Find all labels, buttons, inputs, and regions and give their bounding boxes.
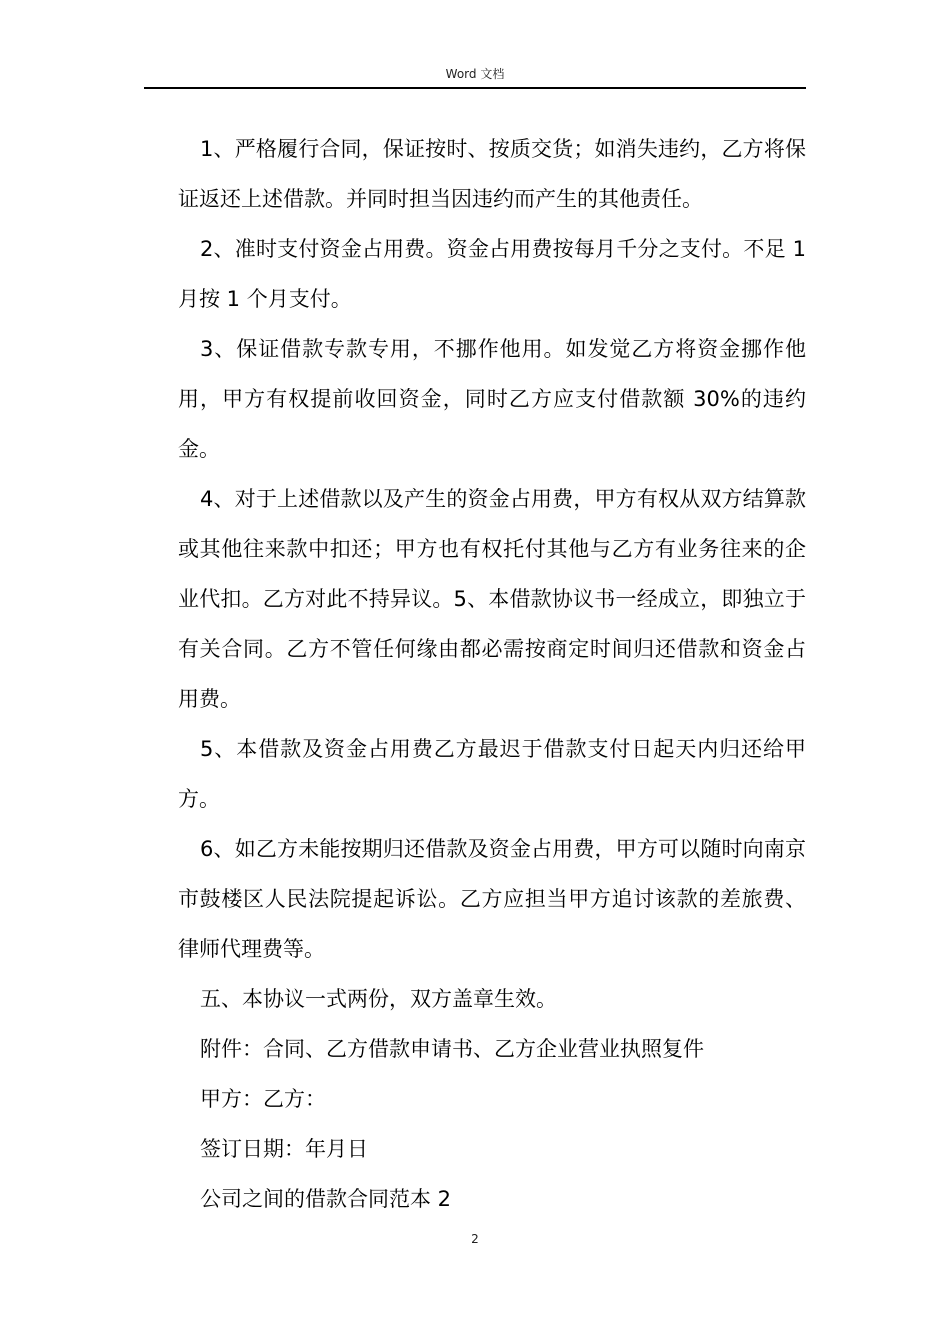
header-divider bbox=[144, 87, 806, 89]
attachments-line: 附件：合同、乙方借款申请书、乙方企业营业执照复件 bbox=[200, 1037, 704, 1061]
page-header: Word 文档 bbox=[445, 67, 505, 81]
document-body bbox=[178, 124, 806, 1224]
clause-3-paragraph: 3、保证借款专款专用，不挪作他用。如发觉乙方将资金挪作他用，甲方有权提前收回资金，同时乙方应支付借款额 30%的违约金。 bbox=[178, 337, 806, 461]
clause-2-paragraph: 2、准时支付资金占用费。资金占用费按每月千分之支付。不足 1 月按 1 个月支付。 bbox=[178, 237, 806, 311]
parties-signature-line: 甲方：乙方： bbox=[200, 1087, 326, 1111]
clause-4-paragraph: 4、对于上述借款以及产生的资金占用费，甲方有权从双方结算款或其他往来款中扣还；甲方也有权托付其他与乙方有业务往来的企业代扣。乙方对此不持异议。5、本借款协议书一经成立，即独立于有关合同。乙方不管任何缘由都必需按商定时间归还借款和资金占用费。 bbox=[178, 487, 806, 711]
section-five-paragraph: 五、本协议一式两份，双方盖章生效。 bbox=[200, 987, 557, 1011]
signing-date-line: 签订日期：年月日 bbox=[200, 1137, 368, 1161]
clause-6-paragraph: 6、如乙方未能按期归还借款及资金占用费，甲方可以随时向南京市鼓楼区人民法院提起诉讼。乙方应担当甲方追讨该款的差旅费、律师代理费等。 bbox=[178, 837, 806, 961]
clause-5-paragraph: 5、本借款及资金占用费乙方最迟于借款支付日起天内归还给甲方。 bbox=[178, 737, 806, 811]
clause-1-paragraph: 1、严格履行合同，保证按时、按质交货；如消失违约，乙方将保证返还上述借款。并同时担当因违约而产生的其他责任。 bbox=[178, 137, 806, 211]
next-template-title: 公司之间的借款合同范本 2 bbox=[200, 1187, 452, 1211]
page-number: 2 bbox=[471, 1232, 479, 1246]
